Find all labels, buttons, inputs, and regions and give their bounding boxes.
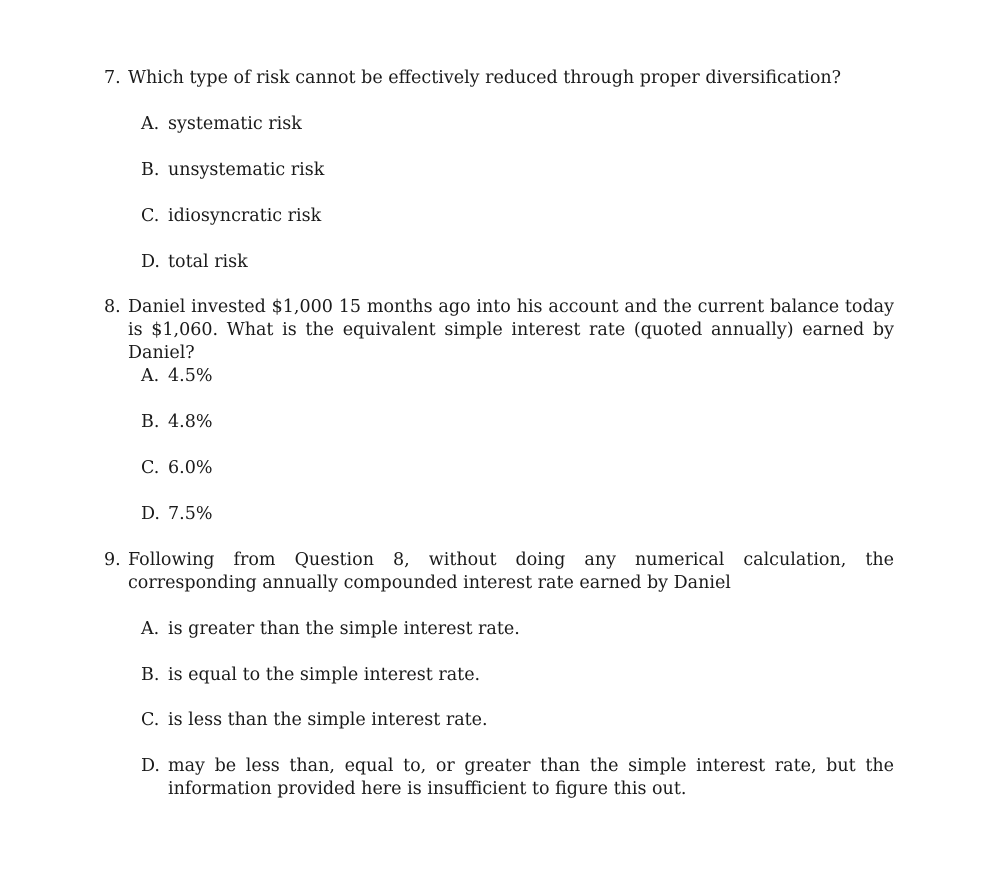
question-number: 7. — [104, 68, 121, 88]
option-letter: A. — [141, 114, 160, 134]
option-letter: D. — [141, 504, 160, 524]
question-7 — [104, 67, 894, 90]
question-number: 9. — [104, 550, 121, 570]
question-9-option-a — [141, 618, 894, 641]
option-text: unsystematic risk — [168, 160, 325, 180]
option-letter: B. — [141, 665, 160, 685]
option-letter: C. — [141, 710, 160, 730]
question-7-option-a — [141, 113, 894, 136]
question-8 — [104, 296, 894, 365]
question-text: Following from Question 8, without doing any numerical calculation, the corresponding annually compounded interest rate earned by Daniel — [128, 550, 894, 593]
question-9 — [104, 549, 894, 595]
option-text: 4.8% — [168, 412, 213, 432]
question-9-option-d — [141, 755, 894, 801]
option-text: 7.5% — [168, 504, 213, 524]
question-7-option-b — [141, 159, 894, 182]
question-number: 8. — [104, 297, 121, 317]
option-text: idiosyncratic risk — [168, 206, 322, 226]
question-7-option-d — [141, 251, 894, 274]
option-letter: C. — [141, 206, 160, 226]
question-8-option-d — [141, 503, 894, 526]
question-text: Which type of risk cannot be effectively reduced through proper diversification? — [128, 68, 842, 88]
option-text: is equal to the simple interest rate. — [168, 665, 481, 685]
option-text: is less than the simple interest rate. — [168, 710, 488, 730]
question-8-option-c — [141, 457, 894, 480]
option-letter: D. — [141, 252, 160, 272]
option-letter: A. — [141, 366, 160, 386]
option-text: systematic risk — [168, 114, 302, 134]
question-9-option-c — [141, 709, 894, 732]
option-text: may be less than, equal to, or greater than the simple interest rate, but the information provided here is insufficient to figure this out. — [168, 756, 894, 799]
option-letter: B. — [141, 412, 160, 432]
option-letter: D. — [141, 756, 160, 776]
question-9-option-b — [141, 664, 894, 687]
option-text: total risk — [168, 252, 248, 272]
option-text: is greater than the simple interest rate. — [168, 619, 520, 639]
question-8-option-b — [141, 411, 894, 434]
option-letter: A. — [141, 619, 160, 639]
option-letter: B. — [141, 160, 160, 180]
option-text: 6.0% — [168, 458, 213, 478]
option-letter: C. — [141, 458, 160, 478]
question-7-option-c — [141, 205, 894, 228]
question-8-option-a — [141, 365, 894, 388]
question-text: Daniel invested $1,000 15 months ago into his account and the current balance today is $1,060. What is the equivalent simple interest rate (quoted annually) earned by Daniel? — [128, 297, 894, 363]
option-text: 4.5% — [168, 366, 213, 386]
